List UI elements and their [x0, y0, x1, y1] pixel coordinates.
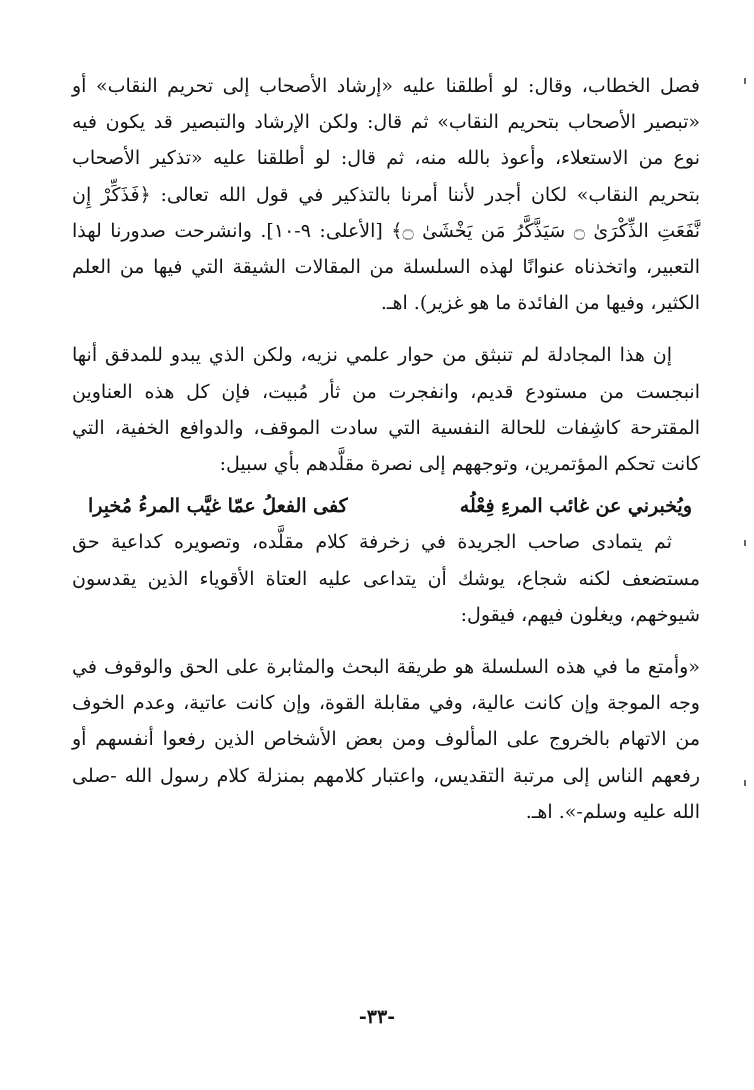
paragraph-debate: إن هذا المجادلة لم تنبثق من حوار علمي نزيه، ولكن الذي يبدو للمدقق أنها انبجست من مستودع قديم، وانفجرت من ثأر مُبيت، فإن كل هذه العناوين المقترحة كاشِفات للحالة النفسية التي سادت الموقف، والدوافع الخفية، التي كانت تحكم المؤتمرين، وتوجههم إلى نصرة مقلَّدهم بأي سبيل: — [72, 344, 700, 476]
paragraph-continues: ثم يتمادى صاحب الجريدة في زخرفة كلام مقلَّده، وتصويره كداعية حق مستضعف لكنه شجاع، يوشك أن يتداعى عليه العتاة الأقوياء الذين يقدسون شيوخهم، ويغلون فيهم، فيقول: — [72, 531, 700, 626]
page-number: -٣٣- — [358, 1006, 396, 1028]
page-body — [72, 68, 700, 830]
scan-edge-mark — [744, 78, 746, 84]
scan-edge-mark — [744, 780, 746, 786]
scan-edge-mark — [744, 540, 746, 546]
paragraph-intro: فصل الخطاب، وقال: لو أطلقنا عليه «إرشاد الأصحاب إلى تحريم النقاب» أو «تبصير الأصحاب بتحريم النقاب» ثم قال: ولكن الإرشاد والتبصير قد يكون فيه نوع من الاستعلاء، وأعوذ بالله منه، ثم قال: لو أطلقنا عليه «تذكير الأصحاب بتحريم النقاب» لكان أجدر لأننا أمرنا بالتذكير في قول الله تعالى: ﴿فَذَكِّرْ إِن نَّفَعَتِ الذِّكْرَىٰ ۝ سَيَذَّكَّرُ مَن يَخْشَىٰ ۝﴾ [الأعلى: ٩-١٠]. وانشرحت صدورنا لهذا التعبير، واتخذناه عنوانًا لهذه السلسلة من المقالات الشيقة التي فيها من العلم الكثير، وفيها من الفائدة ما هو غزير). اهـ. — [72, 75, 701, 315]
poetry-verse — [72, 488, 700, 524]
paragraph-quote: «وأمتع ما في هذه السلسلة هو طريقة البحث والمثابرة على الحق والوقوف في وجه الموجة وإن كانت عالية، وفي مقابلة القوة، وإن كانت عاتية، وعدم الخوف من الاتهام بالخروج على المألوف ومن بعض الأشخاص الذين رفعوا أنفسهم أو رفعهم الناس إلى مرتبة التقديس، واعتبار كلامهم بمنزلة كلام رسول الله -صلى الله عليه وسلم-». اهـ. — [72, 656, 700, 823]
verse-first-hemistich: ويُخبرني عن غائب المرءِ فِعْلُه — [459, 495, 692, 518]
verse-second-hemistich: كفى الفعلُ عمّا غيَّب المرءُ مُخبِرا — [88, 495, 348, 518]
